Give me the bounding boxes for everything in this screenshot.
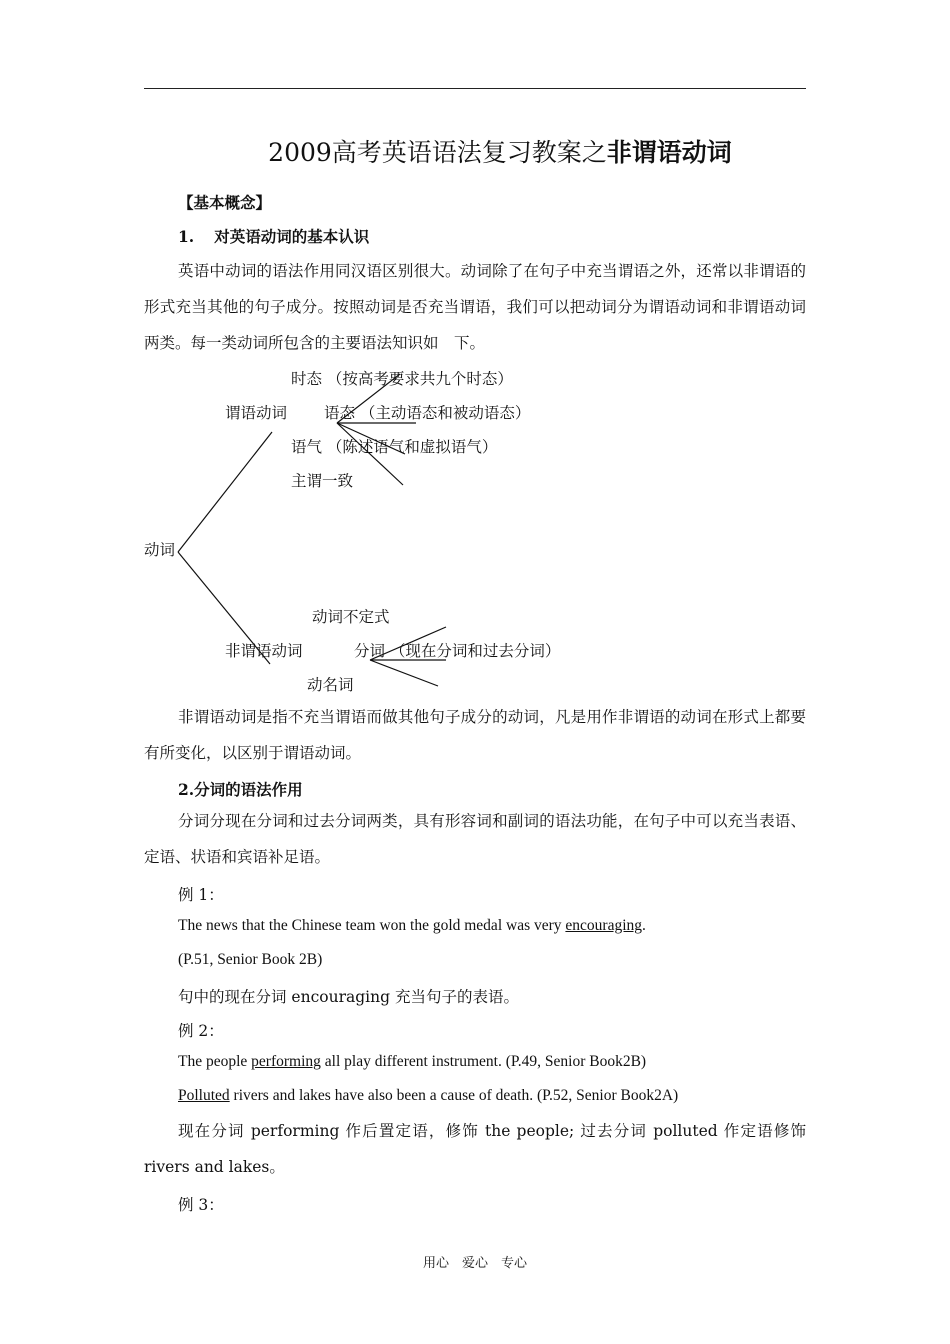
example-1-source: (P.51, Senior Book 2B) xyxy=(178,951,323,968)
page-footer: 用心 爱心 专心 xyxy=(422,1256,527,1271)
tree-leaf-infinitive: 动词不定式 xyxy=(312,608,390,626)
tree-root-verb: 动词 xyxy=(144,541,176,559)
tree-node-nonpredicate-verb: 非谓语动词 xyxy=(225,642,303,660)
example-1-label: 例 1： xyxy=(178,886,224,904)
example-2a-underlined: performing xyxy=(251,1053,321,1070)
example-2a-end: all play different instrument. (P.49, Senior Book2B) xyxy=(320,1053,647,1070)
heading-1-text: 对英语动词的基本认识 xyxy=(214,227,370,246)
example-1-sentence xyxy=(178,917,646,935)
example-2b-end: rivers and lakes have also been a cause of death. (P.52, Senior Book2A) xyxy=(229,1087,679,1104)
tree-leaf-voice: 语态 （主动语态和被动语态） xyxy=(324,404,531,422)
paragraph-intro: 英语中动词的语法作用同汉语区别很大。动词除了在句子中充当谓语之外，还常以非谓语的形式充当其他的句子成分。按照动词是否充当谓语，我们可以把动词分为谓语动词和非谓语动词两类。每一类动词所包含的主要语法知识如 下。 xyxy=(144,262,806,352)
example-2-label: 例 2： xyxy=(178,1022,224,1040)
heading-2: 2.分词的语法作用 xyxy=(178,780,303,799)
tree-leaf-participle: 分词 （现在分词和过去分词） xyxy=(354,642,561,660)
example-1-note: 句中的现在分词 encouraging 充当句子的表语。 xyxy=(178,988,519,1006)
example-3-label: 例 3： xyxy=(178,1196,224,1214)
tree-leaf-gerund: 动名词 xyxy=(307,676,354,694)
header-rule xyxy=(144,88,806,89)
example-1-end: . xyxy=(642,917,646,934)
example-2-note: 现在分词 performing 作后置定语，修饰 the people; 过去分词 polluted 作定语修饰 rivers and lakes。 xyxy=(144,1122,806,1176)
section-header: 【基本概念】 xyxy=(178,193,272,212)
paragraph-participle: 分词分现在分词和过去分词两类，具有形容词和副词的语法功能，在句子中可以充当表语、定语、状语和宾语补足语。 xyxy=(144,812,806,866)
example-1-text: The news that the Chinese team won the gold medal was very xyxy=(178,917,566,934)
tree-leaf-mood: 语气 （陈述语气和虚拟语气） xyxy=(291,438,498,456)
heading-1 xyxy=(178,225,369,247)
example-2b-underlined: Polluted xyxy=(178,1087,230,1104)
tree-line-gerund xyxy=(370,660,438,686)
example-2-sentence-2 xyxy=(178,1087,678,1105)
example-2a-text: The people xyxy=(178,1053,252,1070)
page-title xyxy=(0,133,950,169)
title-bold: 非谓语动词 xyxy=(606,138,732,167)
heading-1-number: 1. xyxy=(178,227,195,246)
tree-leaf-agreement: 主谓一致 xyxy=(291,472,354,490)
tree-leaf-tense: 时态 （按高考要求共九个时态） xyxy=(291,370,513,388)
tree-node-predicate-verb: 谓语动词 xyxy=(225,404,288,422)
example-1-underlined: encouraging xyxy=(565,917,643,934)
paragraph-definition: 非谓语动词是指不充当谓语而做其他句子成分的动词，凡是用作非谓语的动词在形式上都要有所变化，以区别于谓语动词。 xyxy=(144,708,806,762)
title-main: 2009高考英语语法复习教案之 xyxy=(268,138,607,167)
example-2-sentence-1 xyxy=(178,1053,646,1071)
tree-line-root-pred xyxy=(178,432,272,552)
